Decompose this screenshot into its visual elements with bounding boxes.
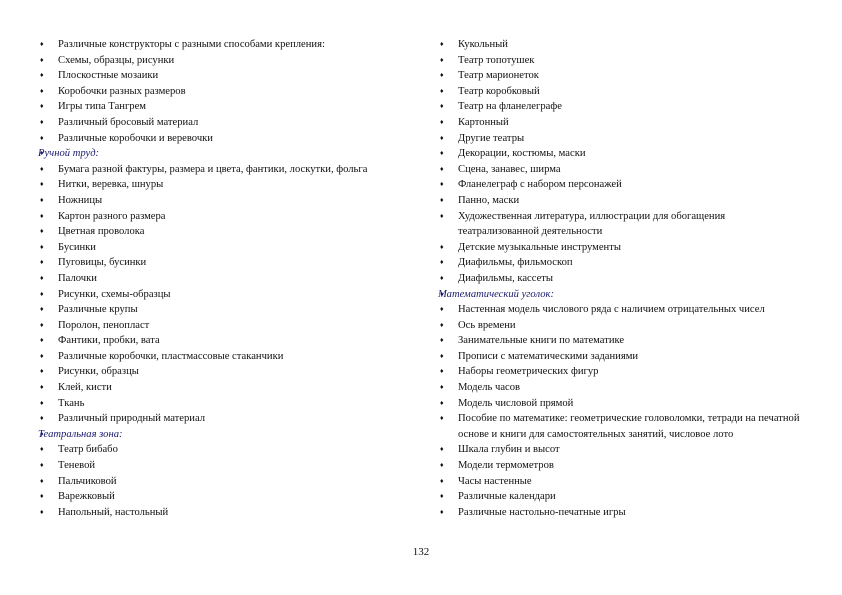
list-item: ♦ Варежковый	[38, 489, 383, 505]
list-item: ♦ Коробочки разных размеров	[38, 84, 383, 100]
list-item: ♦ Часы настенные	[438, 474, 808, 490]
list-item: ♦ Различные настольно-печатные игры	[438, 505, 808, 521]
list-item: ♦ Диафильмы, фильмоскоп	[438, 255, 808, 271]
list-item: ♦ Нитки, веревка, шнуры	[38, 177, 383, 193]
list-item: ♦ Различные коробочки, пластмассовые стаканчики	[38, 349, 383, 365]
list-item: ♦ Панно, маски	[438, 193, 808, 209]
list-item: ♦ Плоскостные мозаики	[38, 68, 383, 84]
list-item: ♦ Клей, кисти	[38, 380, 383, 396]
list-item: ♦ Модель часов	[438, 380, 808, 396]
list-item: ♦ Театр топотушек	[438, 53, 808, 69]
right-column	[438, 37, 808, 520]
list-item: ♦ Цветная проволока	[38, 224, 383, 240]
list-item: ♦ Палочки	[38, 271, 383, 287]
list-item: ♦ Модели термометров	[438, 458, 808, 474]
list-item: ♦ Рисунки, образцы	[38, 364, 383, 380]
list-item: ♦ Различные конструкторы с разными способами крепления:	[38, 37, 383, 53]
list-item: ♦ Ткань	[38, 396, 383, 412]
list-item: ♦ Сцена, занавес, ширма	[438, 162, 808, 178]
list-item: ♦ Бусинки	[38, 240, 383, 256]
list-item: ♦ Театр коробковый	[438, 84, 808, 100]
section-heading: ♦ Ручной труд:	[38, 146, 383, 162]
left-column	[38, 37, 383, 520]
list-item: ♦ Различный бросовый материал	[38, 115, 383, 131]
list-item: ♦ Пальчиковой	[38, 474, 383, 490]
list-item: ♦ Рисунки, схемы-образцы	[38, 287, 383, 303]
list-item: ♦ Различные коробочки и веревочки	[38, 131, 383, 147]
list-item: ♦ Ось времени	[438, 318, 808, 334]
list-item: ♦ Теневой	[38, 458, 383, 474]
list-item: ♦ Напольный, настольный	[38, 505, 383, 521]
list-item: ♦ Художественная литература, иллюстрации для обогащения театрализованной деятельности	[438, 209, 808, 240]
list-item: ♦ Пособие по математике: геометрические головоломки, тетради на печатной основе и книги для самостоятельных занятий, числовое лото	[438, 411, 808, 442]
list-item: ♦ Шкала глубин и высот	[438, 442, 808, 458]
list-item: ♦ Различные календари	[438, 489, 808, 505]
list-item: ♦ Различные крупы	[38, 302, 383, 318]
list-item: ♦ Бумага разной фактуры, размера и цвета, фантики, лоскутки, фольга	[38, 162, 383, 178]
list-item: ♦ Занимательные книги по математике	[438, 333, 808, 349]
list-item: ♦ Театр на фланелеграфе	[438, 99, 808, 115]
list-item: ♦ Настенная модель числового ряда с наличием отрицательных чисел	[438, 302, 808, 318]
list-item: ♦ Прописи с математическими заданиями	[438, 349, 808, 365]
list-item: ♦ Игры типа Тангрем	[38, 99, 383, 115]
section-heading: ♦ Театральная зона:	[38, 427, 383, 443]
list-item: ♦ Наборы геометрических фигур	[438, 364, 808, 380]
list-item: ♦ Другие театры	[438, 131, 808, 147]
list-item: ♦ Поролон, пенопласт	[38, 318, 383, 334]
list-item: ♦ Фланелеграф с набором персонажей	[438, 177, 808, 193]
list-item: ♦ Схемы, образцы, рисунки	[38, 53, 383, 69]
list-item: ♦ Пуговицы, бусинки	[38, 255, 383, 271]
list-item: ♦ Модель числовой прямой	[438, 396, 808, 412]
list-item: ♦ Ножницы	[38, 193, 383, 209]
list-item: ♦ Кукольный	[438, 37, 808, 53]
list-item: ♦ Театр бибабо	[38, 442, 383, 458]
list-item: ♦ Фантики, пробки, вата	[38, 333, 383, 349]
list-item: ♦ Различный природный материал	[38, 411, 383, 427]
list-item: ♦ Детские музыкальные инструменты	[438, 240, 808, 256]
list-item: ♦ Картонный	[438, 115, 808, 131]
page-number: 132	[412, 546, 430, 558]
list-item: ♦ Картон разного размера	[38, 209, 383, 225]
list-item: ♦ Диафильмы, кассеты	[438, 271, 808, 287]
list-item: ♦ Декорации, костюмы, маски	[438, 146, 808, 162]
list-item: ♦ Театр марионеток	[438, 68, 808, 84]
section-heading: ♦ Математический уголок:	[438, 287, 808, 303]
